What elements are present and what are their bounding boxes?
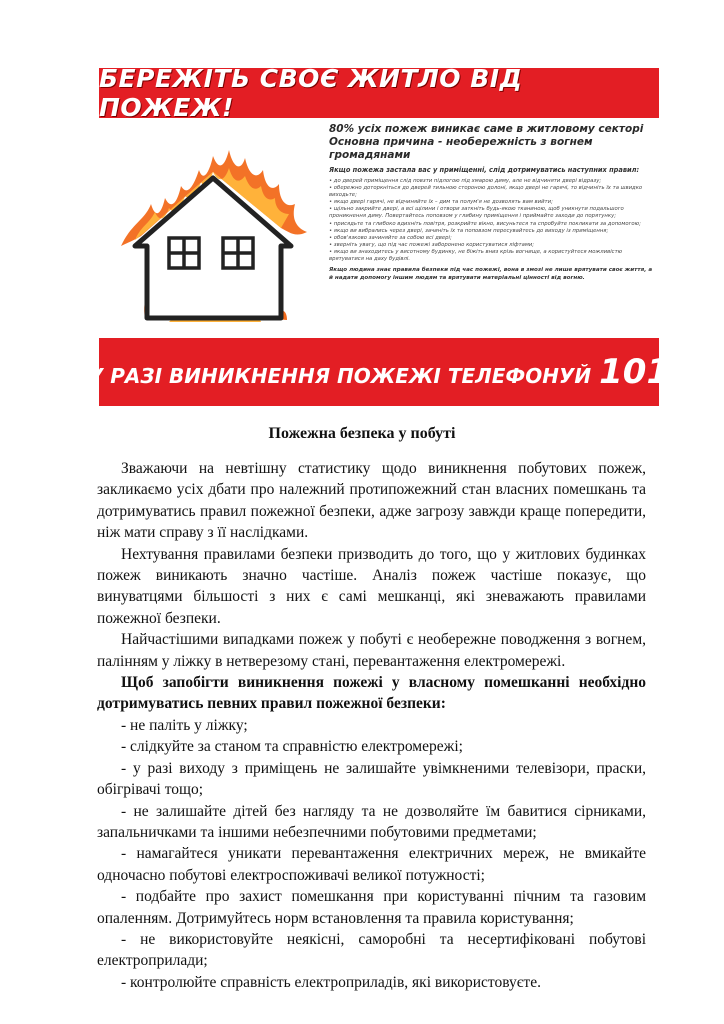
rule-item: - не використовуйте неякісні, саморобні та несертифіковані побутові електроприлади; [97,930,646,970]
poster-top-banner [99,64,659,122]
poster-rule: • якщо ви знаходитесь у висотному будинку, не біжіть вниз крізь вогнище, а користуйтеся можливістю врятуватися на даху будівлі. [329,248,623,263]
page-title: Пожежна безпека у побуті [268,425,456,442]
poster-text-block [329,123,657,335]
rule-item: - не паліть у ліжку; [121,716,248,734]
document-body [97,458,646,993]
rule-item: - слідкуйте за станом та справністю електромережі; [121,738,463,756]
poster-bottom-banner-text [88,352,670,392]
poster-rule: • щільно закрийте двері, а всі щілини і отвори заткніть будь-якою тканиною, щоб уникнути подальшого проникнення диму. Повертайтесь поповзом у глибину приміщення і приймайте заходи до порятунку; [329,206,624,220]
burning-house-icon [111,128,316,333]
poster-footer-note: Якщо людина знає правила безпеки під час пожежі, вона в змозі не лише врятувати своє життя, а й надати допомогу іншим людям та врятувати матеріальні цінності від вогню. [329,267,653,281]
rule-item: - у разі виходу з приміщень не залишайте увімкненими телевізори, праски, обігрівачі тощо; [97,759,646,799]
poster-rule: • зверніть увагу, що під час пожежі заборонено користуватися ліфтами; [329,241,535,248]
poster-headline-2: Основна причина - необережність з вогнем громадянами [329,136,593,161]
rule-item: - намагайтеся уникати перевантаження електричних мереж, не вмикайте одночасно побутові електроспоживачі великої потужності; [97,845,646,884]
poster-bottom-banner [87,338,671,406]
poster-top-banner-text: БЕРЕЖІТЬ СВОЄ ЖИТЛО ВІД ПОЖЕЖ! [99,64,523,122]
poster-headline-1: 80% усіх пожеж виникає саме в житловому секторі [329,123,644,135]
paragraph: Нехтування правилами безпеки призводить до того, що у житлових будинках пожеж виникають значно частіше. Аналіз пожеж частіше показує, що винуватцями більшості з них є самі мешканці, які зневажають правилами пожежної безпеки. [97,545,646,627]
poster-lead: Якщо пожежа застала вас у приміщенні, слід дотримуватись наступних правил: [329,166,640,174]
fire-safety-poster [87,64,671,406]
paragraph: Зважаючи на невтішну статистику щодо виникнення побутових пожеж, закликаємо усіх дбати про належний протипожежний стан власних помешкань та дотримуватись правил пожежної безпеки, адже загрозу завжди краще попередити, ніж мати справу з її наслідками. [97,460,646,542]
poster-rule: • до дверей приміщення слід повзти підлогою під хмарою диму, але не відчиняти двері відразу; [329,178,602,184]
poster-rule: • присядьте та глибоко вдихніть повітря, розкрийте вікно, висуньтеся та спробуйте покликати за допомогою; [329,220,641,227]
rules-intro: Щоб запобігти виникнення пожежі у власному помешканні необхідно дотримуватись певних правил пожежної безпеки: [97,674,646,713]
poster-rule: • якщо двері гарячі, не відчиняйте їх – дим та полум'я не дозволять вам вийти; [329,199,553,206]
rule-item: - не залишайте дітей без нагляду та не дозволяйте їм бавитися сірниками, запальничками та іншими небезпечними побутовими предметами; [97,802,646,841]
rule-item: - подбайте про захист помешкання при користуванні пічним та газовим опаленням. Дотримуйтесь норм встановлення та правила користування; [97,888,646,927]
poster-rule: • обов'язково зачиняйте за собою всі двері; [329,234,452,241]
poster-rule: • якщо ви вибрались через двері, зачиніть їх та поповзом пересувайтесь до виходу із приміщення; [329,227,609,234]
poster-rule: • обережно доторкніться до дверей тильною стороною долоні, якщо двері не гарячі, то відчиніть їх та швидко виходьте; [329,185,643,199]
emergency-phone-number: 101 [599,352,671,392]
poster-rules-list [329,178,657,263]
emergency-call-text: У РАЗІ ВИНИКНЕННЯ ПОЖЕЖІ ТЕЛЕФОНУЙ [87,364,592,388]
paragraph: Найчастішими випадками пожеж у побуті є необережне поводження з вогнем, палінням у ліжку в нетверезому стані, перевантаження електромережі. [97,631,646,670]
rule-item: - контролюйте справність електроприладів, які використовуєте. [121,973,541,991]
